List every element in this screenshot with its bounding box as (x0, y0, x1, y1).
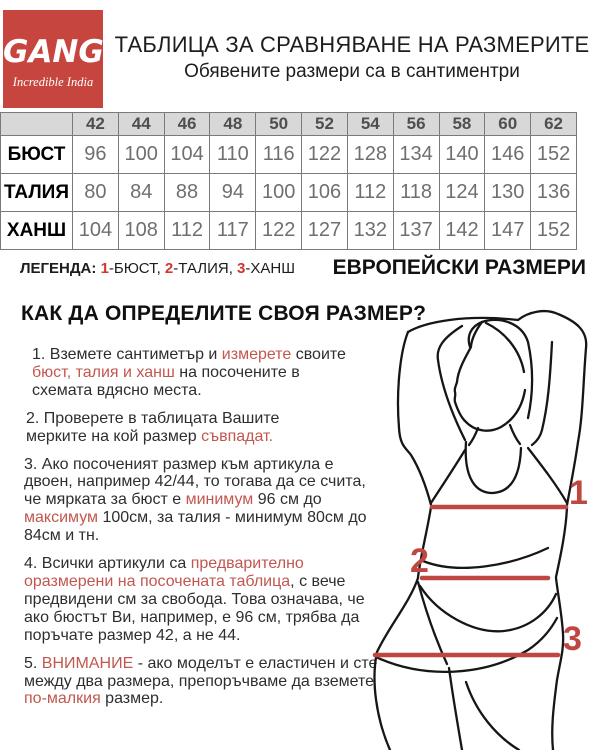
hip-crease-left (418, 582, 447, 664)
size-column-header: 54 (347, 113, 393, 136)
header-titles (104, 32, 600, 83)
text-segment: размер. (100, 690, 164, 708)
size-column-header: 52 (302, 113, 348, 136)
body-outline-illustration (370, 290, 600, 750)
size-cell: 128 (347, 136, 393, 174)
page-title: ТАБЛИЦА ЗА СРАВНЯВАНЕ НА РАЗМЕРИТЕ (114, 32, 590, 57)
text-segment: -ХАНШ (245, 260, 295, 277)
instructions-list (24, 346, 378, 718)
size-cell: 100 (118, 136, 164, 174)
size-column-header: 58 (439, 113, 485, 136)
right-arm-inner (532, 342, 552, 445)
size-cell: 147 (485, 212, 531, 250)
size-table-body (1, 136, 577, 250)
inner-thigh-left (449, 668, 462, 750)
hair-sweep (486, 323, 524, 372)
text-segment: -БЮСТ, (108, 260, 165, 277)
brand-tagline: Incredible India (12, 75, 94, 89)
measurement-figure (370, 290, 600, 750)
euro-sizes-label: ЕВРОПЕЙСКИ РАЗМЕРИ (332, 256, 586, 279)
row-label: БЮСТ (1, 136, 73, 174)
size-cell: 110 (210, 136, 256, 174)
size-cell: 118 (393, 174, 439, 212)
text-segment: 2 (164, 260, 174, 277)
text-segment: своите (291, 346, 346, 363)
size-cell: 140 (439, 136, 485, 174)
text-segment: 100см, за талия - минимум 80см до 84см и тн. (24, 509, 367, 545)
size-table (0, 112, 577, 250)
size-column-header: 48 (210, 113, 256, 136)
size-cell: 137 (393, 212, 439, 250)
left-arm-outline (398, 332, 431, 505)
text-segment: предварително оразмерени на посочената таблица (24, 555, 304, 590)
instruction-item-3 (24, 456, 378, 546)
size-cell: 84 (118, 174, 164, 212)
row-label: ТАЛИЯ (1, 174, 73, 212)
text-segment: , с вече предвидени см за свобода. Това означава, че ако бюстът Ви, например, е 96 см, трябва да поръчате размер 42, а не 44. (24, 572, 365, 644)
size-column-header: 46 (164, 113, 210, 136)
text-segment: бюст, талия и ханш (32, 363, 175, 381)
right-shoulder (528, 448, 567, 503)
size-cell: 112 (164, 212, 210, 250)
size-cell: 136 (531, 174, 577, 212)
neck-left (469, 428, 478, 445)
text-segment: 5. (24, 654, 42, 672)
left-arm-inner (438, 326, 465, 440)
size-cell: 104 (73, 212, 119, 250)
table-row (1, 212, 577, 250)
size-cell: 106 (302, 174, 348, 212)
size-cell: 134 (393, 136, 439, 174)
page-subtitle: Обявените размери са в сантиментри (184, 61, 520, 82)
text-segment: съвпадат. (201, 427, 274, 445)
size-column-header: 50 (256, 113, 302, 136)
brand-name: GANG (3, 34, 104, 70)
text-segment: на посочените в схемата вдясно места. (32, 363, 300, 399)
text-segment: 1. Вземете сантиметър и (32, 346, 222, 363)
face-outline (455, 347, 525, 431)
hips-marker-label: 3 (563, 620, 582, 658)
waist-marker-label: 2 (410, 542, 429, 580)
size-cell: 116 (256, 136, 302, 174)
instruction-item-4 (24, 555, 378, 645)
size-cell: 117 (210, 212, 256, 250)
text-segment: -ТАЛИЯ, (173, 260, 238, 277)
text-segment: минимум (185, 491, 254, 509)
row-label: ХАНШ (1, 212, 73, 250)
size-cell: 130 (485, 174, 531, 212)
text-segment: по-малкия (24, 690, 101, 708)
left-shoulder (431, 450, 465, 503)
text-segment: 3. Ако посоченият размер към артикула е двоен, например 42/44, то тогава да се счита, че мярката за бюст е (24, 455, 366, 509)
neck-right (510, 425, 520, 444)
text-segment: ВНИМАНИЕ (41, 654, 134, 672)
size-cell: 94 (210, 174, 256, 212)
size-cell: 146 (485, 136, 531, 174)
size-cell: 100 (256, 174, 302, 212)
instruction-item-5 (24, 655, 378, 709)
size-column-header: 62 (531, 113, 577, 136)
belly-curve (423, 548, 548, 568)
table-header-row (1, 113, 577, 136)
text-segment: 96 см до (253, 491, 322, 509)
brand-logo (3, 10, 103, 108)
size-table-header (1, 113, 577, 136)
arms-top-outline (408, 311, 586, 505)
size-cell: 122 (256, 212, 302, 250)
size-cell: 124 (439, 174, 485, 212)
legend (20, 260, 295, 277)
hip-right-outline (552, 578, 563, 750)
text-segment: измерете (221, 346, 292, 363)
bust-marker-label: 1 (569, 474, 588, 512)
torso-right (556, 507, 567, 577)
size-cell: 127 (302, 212, 348, 250)
size-column-header: 56 (393, 113, 439, 136)
table-row (1, 136, 577, 174)
text-segment: 4. Всички артикули са (24, 555, 191, 573)
instruction-item-2 (24, 410, 326, 446)
size-cell: 132 (347, 212, 393, 250)
size-cell: 108 (118, 212, 164, 250)
text-segment: 1 (100, 260, 109, 277)
size-cell: 88 (164, 174, 210, 212)
text-segment: 3 (237, 260, 246, 277)
size-cell: 80 (73, 174, 119, 212)
size-cell: 96 (73, 136, 119, 174)
size-column-header: 42 (73, 113, 119, 136)
size-column-header: 60 (485, 113, 531, 136)
size-cell: 104 (164, 136, 210, 174)
size-cell: 152 (531, 136, 577, 174)
instruction-item-1 (24, 346, 362, 400)
size-column-header: 44 (118, 113, 164, 136)
chest-neckline (466, 442, 521, 493)
text-segment: ЛЕГЕНДА: (20, 260, 101, 277)
size-cell: 122 (302, 136, 348, 174)
text-segment: - ако моделът е еластичен и сте между два размера, препоръчваме да вземете (24, 654, 378, 690)
bikini-curve (420, 586, 556, 631)
size-cell: 142 (439, 212, 485, 250)
table-row (1, 174, 577, 212)
inner-thigh-right (466, 682, 519, 750)
text-segment: максимум (24, 509, 99, 527)
table-corner-cell (1, 113, 73, 136)
size-cell: 112 (347, 174, 393, 212)
text-segment: 2. Проверете в таблицата Вашите мерките на кой размер (26, 409, 280, 445)
how-to-heading: КАК ДА ОПРЕДЕЛИТЕ СВОЯ РАЗМЕР? (21, 302, 427, 325)
size-cell: 152 (531, 212, 577, 250)
